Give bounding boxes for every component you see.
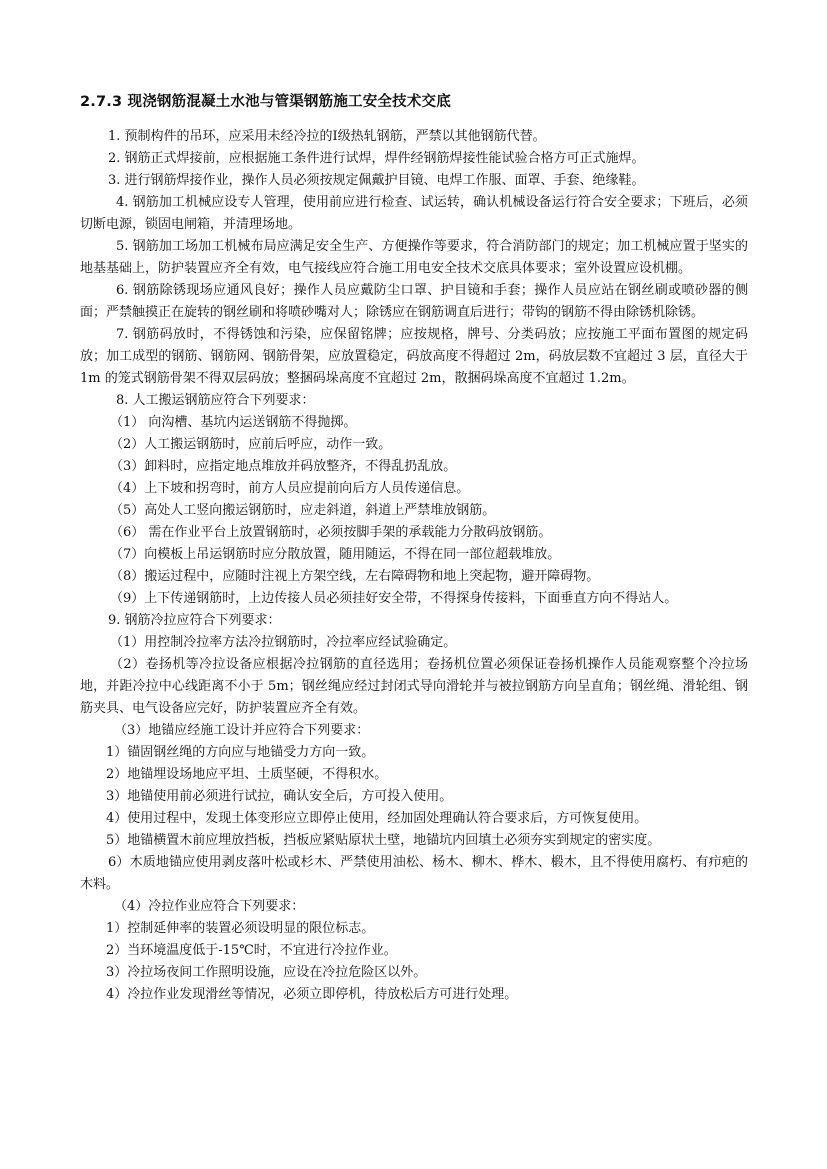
list-item: 1）锚固钢丝绳的方向应与地锚受力方向一致。 <box>106 745 375 760</box>
list-item: （4）上下坡和拐弯时，前方人员应提前向后方人员传递信息。 <box>110 481 470 496</box>
list-item: （3）卸料时，应指定地点堆放并码放整齐，不得乱扔乱放。 <box>110 459 457 474</box>
paragraph: 7. 钢筋码放时，不得锈蚀和污染，应保留铭牌；应按规格，牌号、分类码放；应按施工平面布置图的规定码放；加工成型的钢筋、钢筋网、钢筋骨架，应放置稳定，码放高度不得超过 2m，码放层数不宜超过 3 层，直径大于 1m 的笼式钢筋骨架不得双层码放；整捆码垛高度不宜超过 2m，散捆码垛高度不宜超过 1.2m。 <box>80 327 748 386</box>
paragraph: 5. 钢筋加工场加工机械布局应满足安全生产、方便操作等要求，符合消防部门的规定；加工机械应置于坚实的地基基础上，防护装置应齐全有效，电气接线应符合施工用电安全技术交底具体要求；室外设置应设机棚。 <box>80 239 748 276</box>
list-item: （7）向模板上吊运钢筋时应分散放置，随用随运，不得在同一部位超载堆放。 <box>110 547 561 562</box>
paragraph: 8. 人工搬运钢筋应符合下列要求： <box>116 393 315 408</box>
list-item: （1）用控制冷拉率方法冷拉钢筋时，冷拉率应经试验确定。 <box>110 635 457 650</box>
list-item: （2）人工搬运钢筋时，应前后呼应，动作一致。 <box>110 437 392 452</box>
paragraph: 3. 进行钢筋焊接作业，操作人员必须按规定佩戴护目镜、电焊工作服、面罩、手套、绝缘鞋。 <box>108 173 645 188</box>
paragraph: 6. 钢筋除锈现场应通风良好；操作人员应戴防尘口罩、护目镜和手套；操作人员应站在钢丝刷或喷砂器的侧面；严禁触摸正在旋转的钢丝刷和将喷砂嘴对人；除锈应在钢筋调直后进行；带钩的钢筋不得由除锈机除锈。 <box>80 283 748 320</box>
paragraph: 9. 钢筋冷拉应符合下列要求： <box>108 613 281 628</box>
section-title: 2.7.3 现浇钢筋混凝土水池与管渠钢筋施工安全技术交底 <box>80 94 451 110</box>
document-body <box>80 126 748 1006</box>
list-item: 2）当环境温度低于-15℃时，不宜进行冷拉作业。 <box>106 943 397 958</box>
paragraph: 2. 钢筋正式焊接前，应根据施工条件进行试焊，焊件经钢筋焊接性能试验合格方可正式施焊。 <box>108 151 645 166</box>
list-item: 4）冷拉作业发现滑丝等情况，必须立即停机，待放松后方可进行处理。 <box>106 987 518 1002</box>
list-item: 6）木质地锚应使用剥皮落叶松或杉木、严禁使用油松、杨木、柳木、桦木、椴木，且不得使用腐朽、有疖疤的木料。 <box>80 855 748 892</box>
paragraph: 4. 钢筋加工机械应设专人管理，使用前应进行检查、试运转，确认机械设备运行符合安全要求；下班后，必须切断电源，锁固电闸箱，并清理场地。 <box>80 195 748 232</box>
list-item: （2）卷扬机等冷拉设备应根据冷拉钢筋的直径选用；卷扬机位置必须保证卷扬机操作人员能观察整个冷拉场地，并距冷拉中心线距离不小于 5m；钢丝绳应经过封闭式导向滑轮并与被拉钢筋方向呈直角；钢丝绳、滑轮组、钢筋夹具、电气设备应完好，防护装置应齐全有效。 <box>80 657 748 716</box>
paragraph: 1. 预制构件的吊环，应采用未经冷拉的Ⅰ级热轧钢筋，严禁以其他钢筋代替。 <box>108 129 546 144</box>
list-item: 5）地锚横置木前应埋放挡板，挡板应紧贴原状土壁，地锚坑内回填土必须夯实到规定的密实度。 <box>106 833 661 848</box>
list-item: 3）冷拉场夜间工作照明设施，应设在冷拉危险区以外。 <box>106 965 427 980</box>
list-item: （3）地锚应经施工设计并应符合下列要求： <box>114 723 370 738</box>
list-item: 2）地锚埋设场地应平坦、土质坚硬，不得积水。 <box>106 767 388 782</box>
list-item: （8）搬运过程中，应随时注视上方架空线，左右障碍物和地上突起物，避开障碍物。 <box>110 569 600 584</box>
list-item: （1） 向沟槽、基坑内运送钢筋不得抛掷。 <box>110 415 357 430</box>
list-item: （5）高处人工竖向搬运钢筋时，应走斜道，斜道上严禁堆放钢筋。 <box>110 503 496 518</box>
list-item: （4）冷拉作业应符合下列要求： <box>114 899 305 914</box>
list-item: 4）使用过程中，发现土体变形应立即停止使用，经加固处理确认符合要求后，方可恢复使用。 <box>106 811 648 826</box>
list-item: （6） 需在作业平台上放置钢筋时，必须按脚手架的承载能力分散码放钢筋。 <box>110 525 552 540</box>
list-item: 3）地锚使用前必须进行试拉，确认安全后，方可投入使用。 <box>106 789 453 804</box>
list-item: 1）控制延伸率的装置必须设明显的限位标志。 <box>106 921 375 936</box>
list-item: （9）上下传递钢筋时，上边传接人员必须挂好安全带，不得探身传接料，下面垂直方向不得站人。 <box>110 591 678 606</box>
